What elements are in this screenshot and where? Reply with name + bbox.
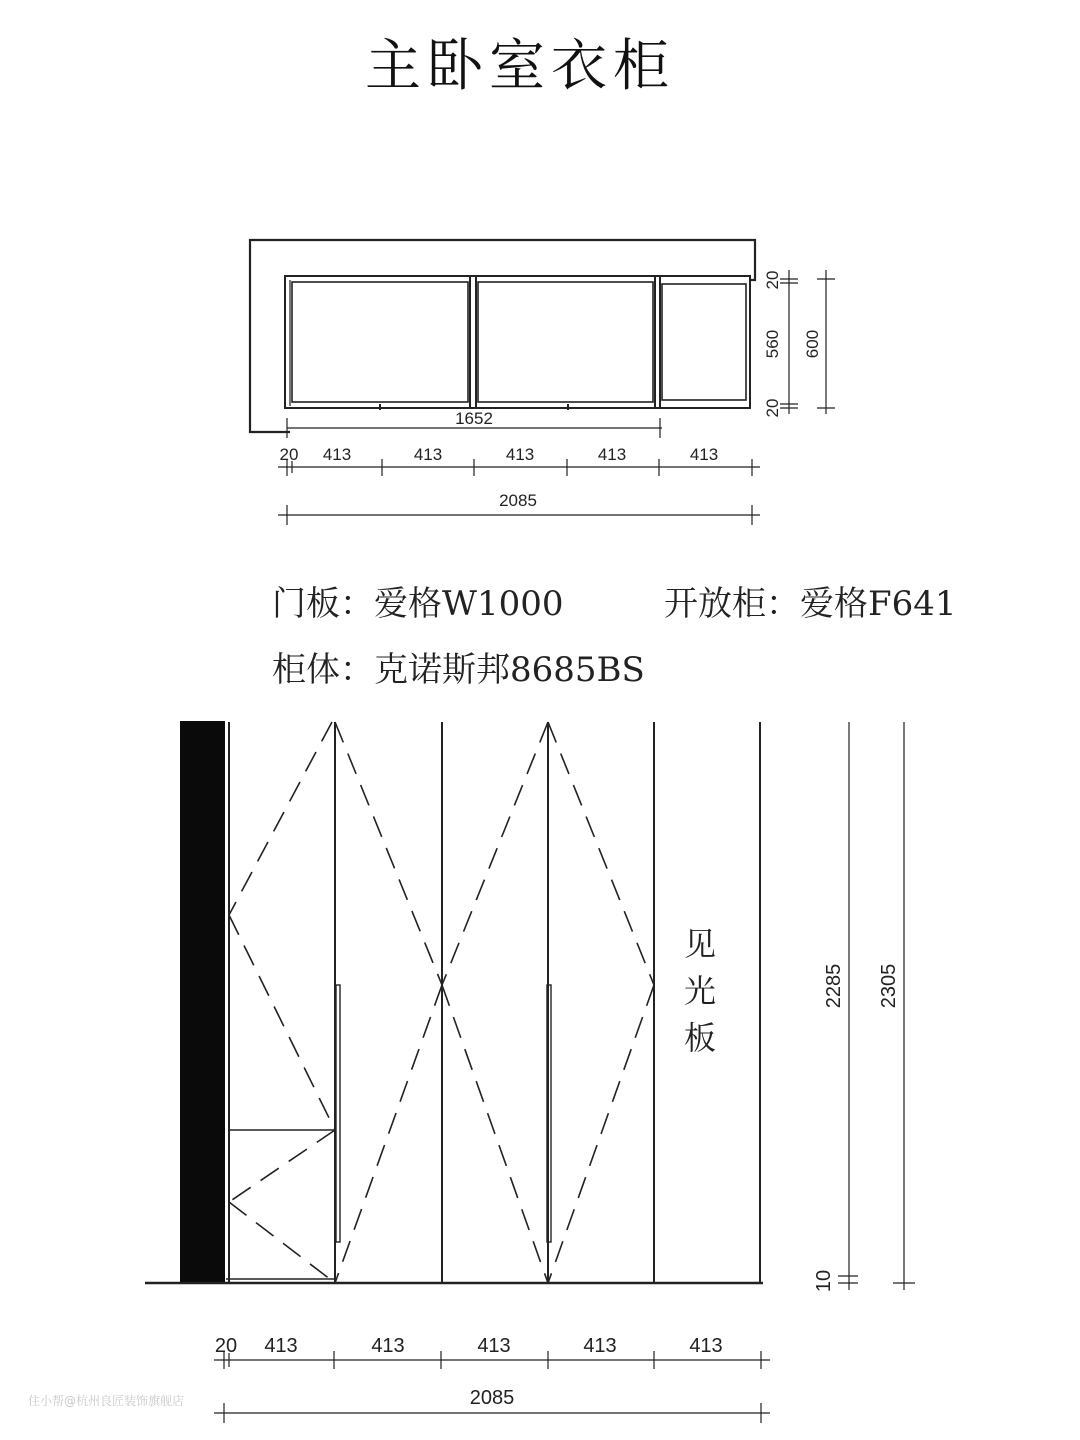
page-title: 主卧室衣柜 xyxy=(365,34,675,99)
plan-seg-label-5: 413 xyxy=(689,445,719,464)
door-handle-1 xyxy=(336,985,340,1242)
elev-total-label: 2085 xyxy=(469,1387,515,1409)
plan-seg-label-2: 413 xyxy=(413,445,443,464)
plan-right-dim-mid: 560 xyxy=(763,329,782,359)
panel-label-char-2: 光 xyxy=(683,972,717,1010)
plan-seg-label-1: 413 xyxy=(322,445,352,464)
elev-seg-label-4: 413 xyxy=(583,1335,617,1357)
elev-seg-label-0: 20 xyxy=(214,1335,238,1357)
open-cabinet-material-spec: 开放柜：爱格F641 xyxy=(664,584,957,624)
panel-label-char-1: 见 xyxy=(683,925,717,963)
plan-seg-label-4: 413 xyxy=(597,445,627,464)
elev-seg-label-3: 413 xyxy=(477,1335,511,1357)
height-total-label: 2305 xyxy=(878,963,900,1009)
body-material-spec: 柜体：克诺斯邦8685BS xyxy=(272,650,645,690)
elev-seg-label-1: 413 xyxy=(264,1335,298,1357)
plan-total-label: 2085 xyxy=(499,491,537,510)
elevation-height-dims xyxy=(838,722,915,1290)
plan-seg-label-3: 413 xyxy=(505,445,535,464)
plan-seg-label-0: 20 xyxy=(279,445,299,464)
wall-column xyxy=(181,722,224,1283)
base-height-label: 10 xyxy=(813,1269,835,1293)
door-material-spec: 门板：爱格W1000 xyxy=(272,584,564,624)
plan-view xyxy=(250,240,755,432)
plan-right-dim-top: 20 xyxy=(763,270,782,290)
plan-right-dim-total: 600 xyxy=(803,329,822,359)
watermark: 住小帮@杭州良匠装饰旗舰店 xyxy=(28,1394,185,1408)
elev-seg-label-5: 413 xyxy=(689,1335,723,1357)
plan-right-dim-bottom: 20 xyxy=(763,398,782,418)
panel-label-char-3: 板 xyxy=(683,1019,717,1057)
plan-width-label: 1652 xyxy=(455,409,493,428)
height-inner-label: 2285 xyxy=(823,963,845,1009)
elev-seg-label-2: 413 xyxy=(371,1335,405,1357)
elevation-view xyxy=(145,722,763,1283)
